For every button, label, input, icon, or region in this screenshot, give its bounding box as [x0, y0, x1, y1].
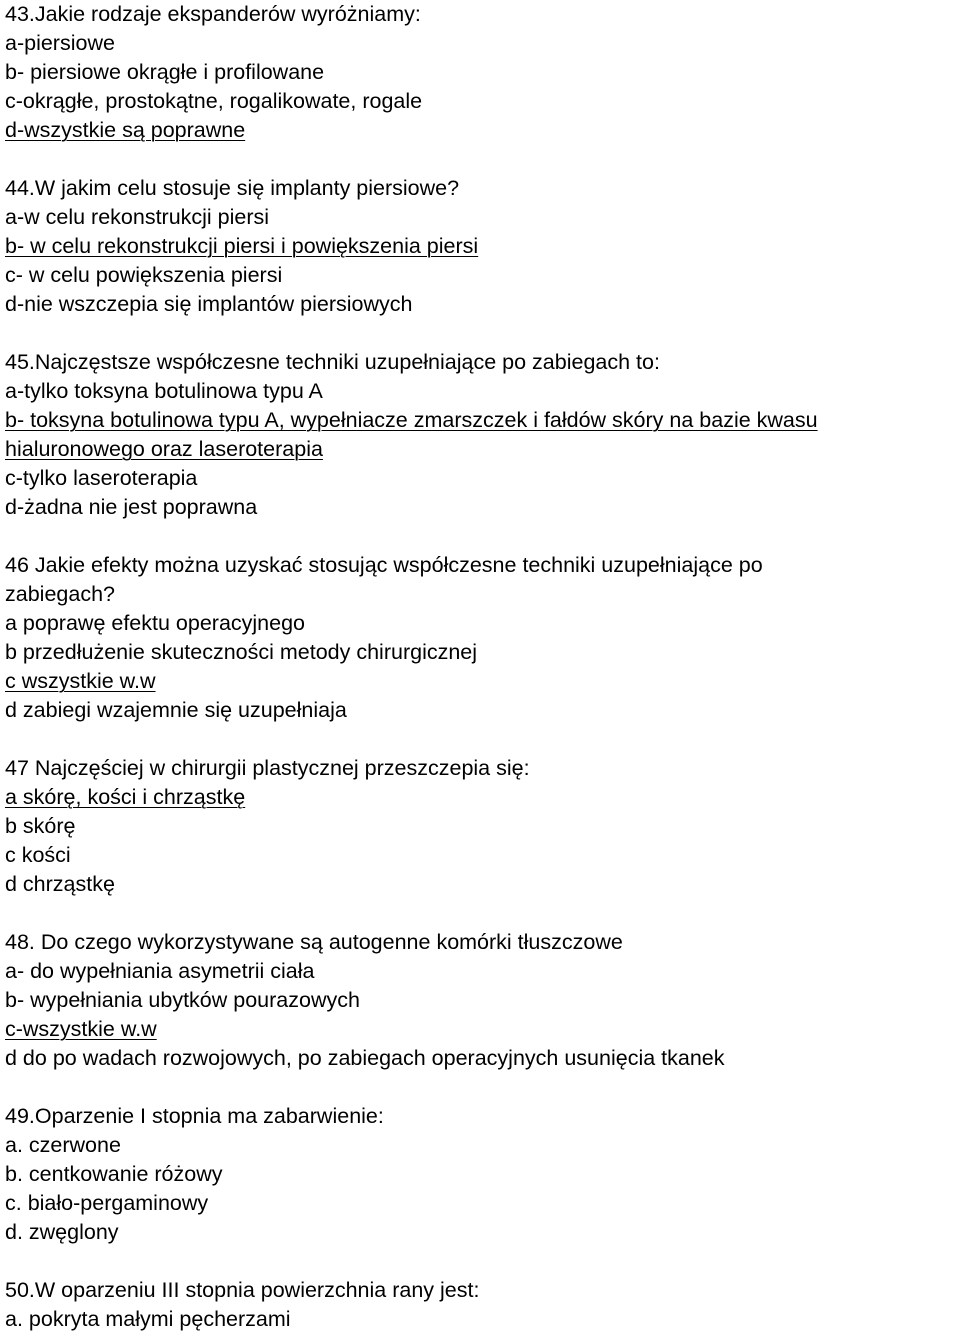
- question-text: 48. Do czego wykorzystywane są autogenne komórki tłuszczowe: [5, 930, 623, 954]
- answer-option: a poprawę efektu operacyjnego: [5, 611, 306, 635]
- answer-option-correct: d-wszystkie są poprawne: [5, 118, 246, 142]
- answer-option: c-tylko laseroterapia: [5, 466, 198, 490]
- question-47: [5, 754, 960, 899]
- answer-option: a. pokryta małymi pęcherzami: [5, 1307, 291, 1331]
- answer-option-correct: a skórę, kości i chrząstkę: [5, 785, 246, 809]
- spacer: [5, 899, 960, 928]
- answer-option: c kości: [5, 843, 71, 867]
- answer-option: b- wypełniania ubytków pourazowych: [5, 988, 360, 1012]
- answer-option: d-żadna nie jest poprawna: [5, 495, 258, 519]
- answer-option: b przedłużenie skuteczności metody chirurgicznej: [5, 640, 478, 664]
- answer-option: d do po wadach rozwojowych, po zabiegach operacyjnych usunięcia tkanek: [5, 1046, 725, 1070]
- answer-option: c. biało-pergaminowy: [5, 1191, 209, 1215]
- question-text: 46 Jakie efekty można uzyskać stosując współczesne techniki uzupełniające po: [5, 553, 763, 577]
- answer-option: a-piersiowe: [5, 31, 115, 55]
- question-43: [5, 0, 960, 145]
- question-48: [5, 928, 960, 1073]
- answer-option: a- do wypełniania asymetrii ciała: [5, 959, 315, 983]
- answer-option-correct: c wszystkie w.w: [5, 669, 156, 693]
- question-text: 47 Najczęściej w chirurgii plastycznej przeszczepia się:: [5, 756, 530, 780]
- answer-option-correct: c-wszystkie w.w: [5, 1017, 157, 1041]
- answer-option: a-tylko toksyna botulinowa typu A: [5, 379, 323, 403]
- answer-option-correct: b- toksyna botulinowa typu A, wypełniacze zmarszczek i fałdów skóry na bazie kwasu: [5, 408, 818, 432]
- answer-option-correct-continued: hialuronowego oraz laseroterapia: [5, 437, 323, 461]
- spacer: [5, 725, 960, 754]
- question-text: 50.W oparzeniu III stopnia powierzchnia rany jest:: [5, 1278, 480, 1302]
- answer-option: d chrząstkę: [5, 872, 115, 896]
- answer-option: b skórę: [5, 814, 76, 838]
- question-45: [5, 348, 960, 522]
- question-44: [5, 174, 960, 319]
- question-46: [5, 551, 960, 725]
- answer-option: b- piersiowe okrągłe i profilowane: [5, 60, 325, 84]
- spacer: [5, 145, 960, 174]
- question-text: 44.W jakim celu stosuje się implanty piersiowe?: [5, 176, 460, 200]
- question-50: [5, 1276, 960, 1334]
- document: [5, 0, 960, 1334]
- answer-option: c- w celu powiększenia piersi: [5, 263, 283, 287]
- answer-option: c-okrągłe, prostokątne, rogalikowate, rogale: [5, 89, 423, 113]
- answer-option: d. zwęglony: [5, 1220, 119, 1244]
- question-49: [5, 1102, 960, 1247]
- spacer: [5, 1247, 960, 1276]
- answer-option-correct: b- w celu rekonstrukcji piersi i powiększenia piersi: [5, 234, 479, 258]
- answer-option: d zabiegi wzajemnie się uzupełniaja: [5, 698, 347, 722]
- answer-option: d-nie wszczepia się implantów piersiowych: [5, 292, 413, 316]
- spacer: [5, 522, 960, 551]
- spacer: [5, 1073, 960, 1102]
- answer-option: a. czerwone: [5, 1133, 121, 1157]
- question-text: 49.Oparzenie I stopnia ma zabarwienie:: [5, 1104, 384, 1128]
- answer-option: b. centkowanie różowy: [5, 1162, 223, 1186]
- spacer: [5, 319, 960, 348]
- question-text: 45.Najczęstsze współczesne techniki uzupełniające po zabiegach to:: [5, 350, 660, 374]
- answer-option: a-w celu rekonstrukcji piersi: [5, 205, 270, 229]
- question-text-continued: zabiegach?: [5, 582, 115, 606]
- question-text: 43.Jakie rodzaje ekspanderów wyróżniamy:: [5, 2, 421, 26]
